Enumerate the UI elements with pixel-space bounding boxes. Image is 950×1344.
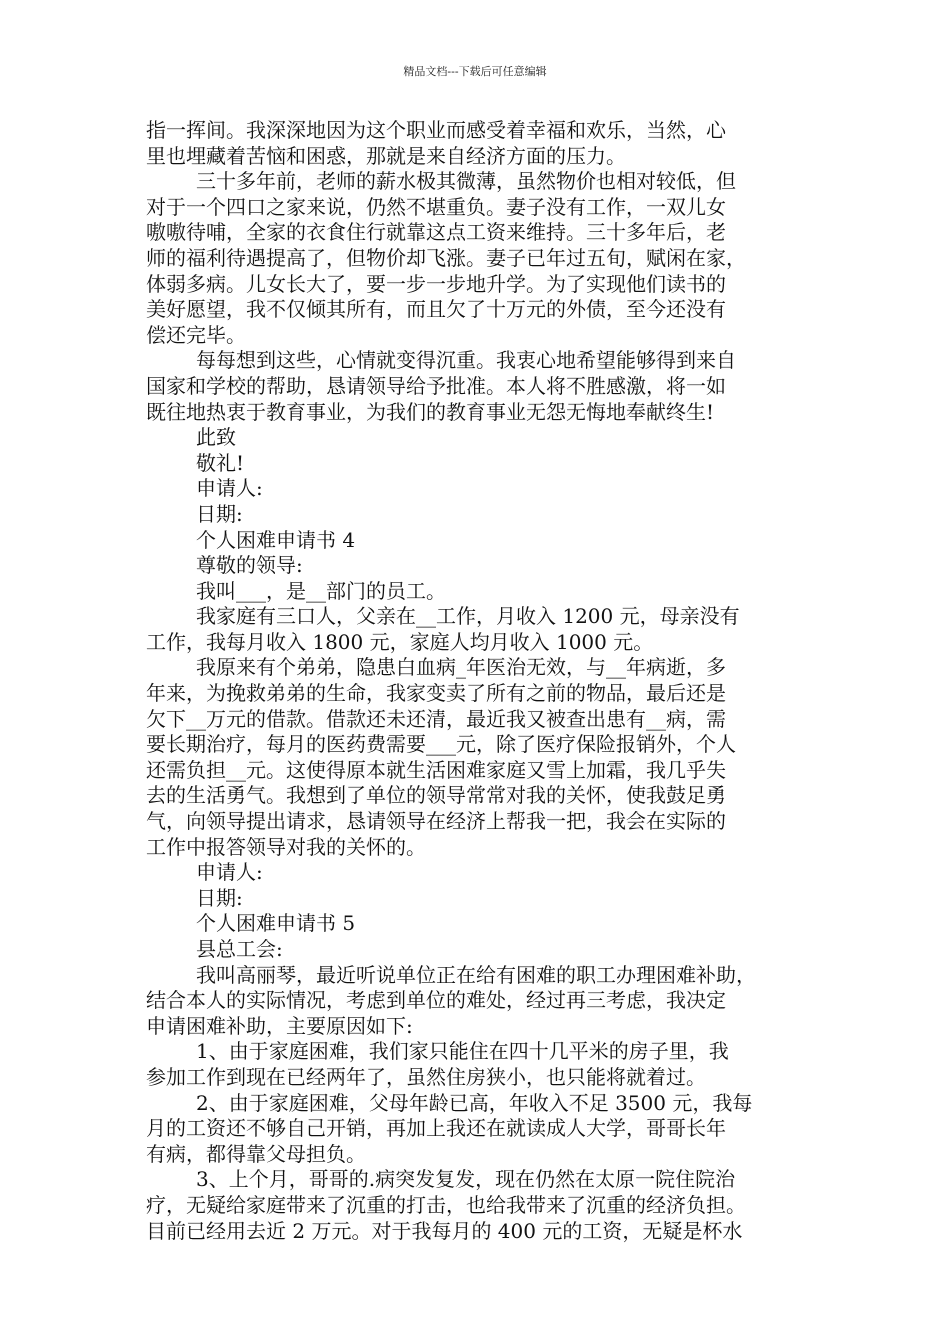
text-line: 我叫___，是__部门的员工。	[196, 578, 446, 603]
text-line: 月的工资还不够自己开销，再加上我还在就读成人大学，哥哥长年	[146, 1116, 726, 1141]
text-line: 嗷嗷待哺，全家的衣食住行就靠这点工资来维持。三十多年后，老	[146, 220, 726, 245]
text-line: 个人困难申请书 5	[196, 911, 356, 936]
text-line: 欠下__万元的借款。借款还未还清，最近我又被查出患有__病，需	[146, 706, 726, 731]
text-line: 敬礼!	[196, 450, 245, 475]
text-line: 目前已经用去近 2 万元。对于我每月的 400 元的工资，无疑是杯水	[146, 1218, 743, 1243]
text-line: 申请人:	[196, 476, 263, 501]
text-line: 国家和学校的帮助，恳请领导给予批准。本人将不胜感激，将一如	[146, 373, 726, 398]
text-line: 既往地热衷于教育事业，为我们的教育事业无怨无悔地奉献终生!	[146, 399, 715, 424]
text-line: 对于一个四口之家来说，仍然不堪重负。妻子没有工作，一双儿女	[146, 194, 726, 219]
text-line: 个人困难申请书 4	[196, 527, 356, 552]
text-line: 1、由于家庭困难，我们家只能住在四十几平米的房子里，我	[196, 1039, 729, 1064]
text-line: 美好愿望，我不仅倾其所有，而且欠了十万元的外债，至今还没有	[146, 297, 726, 322]
text-line: 偿还完毕。	[146, 322, 246, 347]
text-line: 要长期治疗，每月的医药费需要___元，除了医疗保险报销外，个人	[146, 732, 736, 757]
text-line: 尊敬的领导:	[196, 553, 303, 578]
text-line: 年来，为挽救弟弟的生命，我家变卖了所有之前的物品，最后还是	[146, 681, 726, 706]
text-line: 工作中报答领导对我的关怀的。	[146, 834, 426, 859]
text-line: 师的福利待遇提高了，但物价却飞涨。妻子已年过五旬，赋闲在家，	[146, 245, 746, 270]
page-header: 精品文档---下载后可任意编辑	[403, 65, 547, 78]
text-line: 日期:	[196, 885, 243, 910]
text-line: 我原来有个弟弟，隐患白血病_年医治无效，与__年病逝，多	[196, 655, 726, 680]
text-line: 气，向领导提出请求，恳请领导在经济上帮我一把，我会在实际的	[146, 809, 726, 834]
text-line: 县总工会:	[196, 937, 283, 961]
text-line: 我叫高丽琴，最近听说单位正在给有困难的职工办理困难补助，	[196, 962, 756, 987]
text-line: 参加工作到现在已经两年了，虽然住房狭小，也只能将就着过。	[146, 1064, 706, 1089]
text-line: 每每想到这些，心情就变得沉重。我衷心地希望能够得到来自	[196, 348, 736, 373]
text-line: 结合本人的实际情况，考虑到单位的难处，经过再三考虑，我决定	[146, 988, 726, 1013]
text-line: 工作，我每月收入 1800 元，家庭人均月收入 1000 元。	[146, 629, 654, 654]
text-line: 疗，无疑给家庭带来了沉重的打击，也给我带来了沉重的经济负担。	[146, 1192, 746, 1217]
text-line: 申请困难补助，主要原因如下:	[146, 1013, 413, 1038]
text-line: 2、由于家庭困难，父母年龄已高，年收入不足 3500 元，我每	[196, 1090, 753, 1115]
text-line: 申请人:	[196, 860, 263, 885]
text-line: 日期:	[196, 501, 243, 526]
document-body	[146, 118, 810, 1244]
text-line: 里也埋藏着苦恼和困惑，那就是来自经济方面的压力。	[146, 143, 626, 168]
text-line: 体弱多病。儿女长大了，要一步一步地升学。为了实现他们读书的	[146, 271, 726, 296]
text-line: 此致	[196, 425, 236, 450]
text-line: 3、上个月，哥哥的.病突发复发，现在仍然在太原一院住院治	[196, 1167, 736, 1192]
text-line: 我家庭有三口人，父亲在__工作，月收入 1200 元，母亲没有	[196, 604, 740, 629]
text-line: 有病，都得靠父母担负。	[146, 1141, 366, 1166]
text-line: 指一挥间。我深深地因为这个职业而感受着幸福和欢乐，当然，心	[146, 118, 726, 142]
text-line: 还需负担__元。这使得原本就生活困难家庭又雪上加霜，我几乎失	[146, 757, 726, 782]
text-line: 去的生活勇气。我想到了单位的领导常常对我的关怀，使我鼓足勇	[146, 783, 726, 808]
text-line: 三十多年前，老师的薪水极其微薄，虽然物价也相对较低，但	[196, 169, 736, 194]
